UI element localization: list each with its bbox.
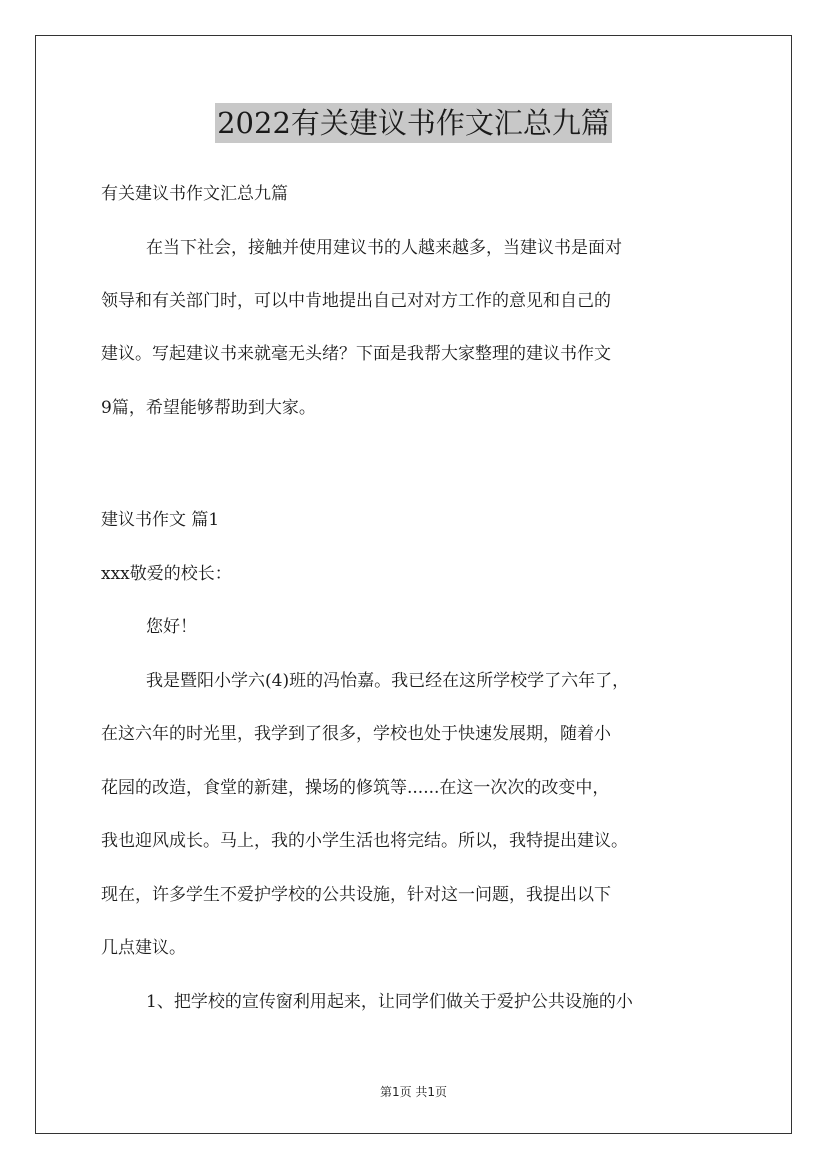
title-container	[0, 103, 827, 143]
body-line: 在这六年的时光里，我学到了很多，学校也处于快速发展期，随着小	[101, 724, 611, 744]
page-footer: 第1页 共1页	[379, 1085, 448, 1099]
salutation: xxx敬爱的校长：	[101, 564, 232, 584]
intro-line: 建议。写起建议书来就毫无头绪？下面是我帮大家整理的建议书作文	[101, 344, 611, 364]
subtitle: 有关建议书作文汇总九篇	[101, 184, 288, 204]
section-heading: 建议书作文 篇1	[101, 510, 220, 530]
intro-line: 9篇，希望能够帮助到大家。	[101, 398, 316, 418]
intro-line: 在当下社会，接触并使用建议书的人越来越多，当建议书是面对	[146, 238, 622, 258]
body-line: 1、把学校的宣传窗利用起来，让同学们做关于爱护公共设施的小	[146, 992, 633, 1012]
body-line: 我也迎风成长。马上，我的小学生活也将完结。所以，我特提出建议。	[101, 831, 628, 851]
intro-line: 领导和有关部门时，可以中肯地提出自己对对方工作的意见和自己的	[101, 291, 611, 311]
body-line: 几点建议。	[101, 938, 186, 958]
body-line: 花园的改造，食堂的新建，操场的修筑等......在这一次次的改变中，	[101, 778, 610, 798]
document-title: 2022有关建议书作文汇总九篇	[215, 103, 612, 143]
body-line: 我是暨阳小学六(4)班的冯怡嘉。我已经在这所学校学了六年了，	[146, 671, 630, 691]
greeting: 您好！	[146, 617, 197, 637]
body-line: 现在，许多学生不爱护学校的公共设施，针对这一问题，我提出以下	[101, 885, 611, 905]
